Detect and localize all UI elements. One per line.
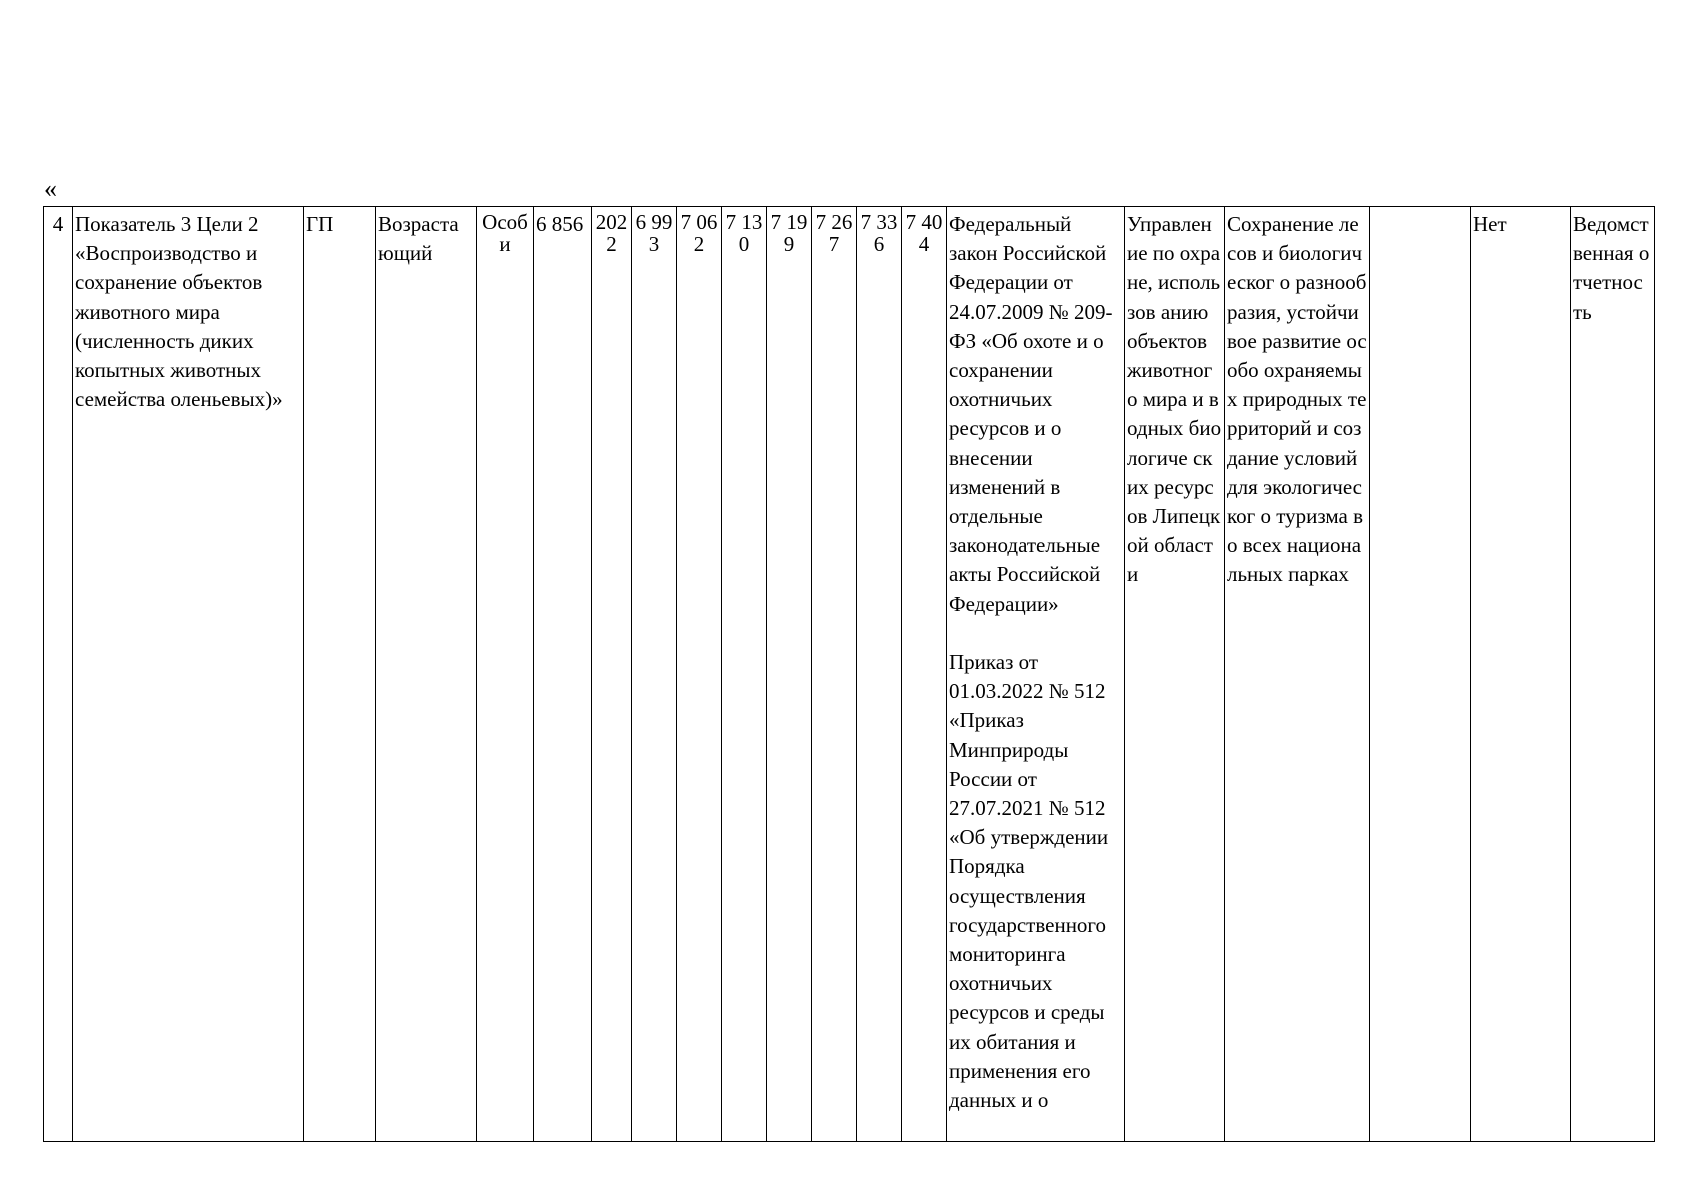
value-cell-7: 7 40 4: [902, 207, 947, 1142]
table-row: [44, 207, 1655, 1142]
indicator-name-cell: Показатель 3 Цели 2 «Воспроизводство и сохранение объектов животного мира (численность диких копытных животных семейства оленьевых)»: [73, 207, 304, 1142]
value-cell-3: 7 13 0: [722, 207, 767, 1142]
value-cell-1: 6 99 3: [632, 207, 677, 1142]
documents-cell: Федеральный закон Российской Федерации от 24.07.2009 № 209-ФЗ «Об охоте и о сохранении охотничьих ресурсов и о внесении изменений в отдельные законодательные акты Российской Федерации» Приказ от 01.03.2022 № 512 «Приказ Минприроды России от 27.07.2021 № 512 «Об утверждении Порядка осуществления государственного мониторинга охотничьих ресурсов и среды их обитания и применения его данных и о: [947, 207, 1125, 1142]
unit-cell: Особ и: [477, 207, 534, 1142]
responsible-cell: Управлен ие по охране, использов анию объектов животног о мира и водных биологиче ских ресурсов Липецкой области: [1125, 207, 1225, 1142]
base-year-cell: 202 2: [592, 207, 632, 1142]
empty-cell: [1370, 207, 1471, 1142]
trend-cell: Возраста ющий: [376, 207, 477, 1142]
flag-cell: Нет: [1471, 207, 1571, 1142]
value-cell-2: 7 06 2: [677, 207, 722, 1142]
indicator-table: [43, 206, 1655, 1142]
value-cell-6: 7 33 6: [857, 207, 902, 1142]
row-number-cell: 4: [44, 207, 73, 1142]
value-cell-4: 7 19 9: [767, 207, 812, 1142]
value-cell-5: 7 26 7: [812, 207, 857, 1142]
leading-quote-mark: «: [44, 174, 57, 203]
info-system-cell: Ведомст венная отчетнос ть: [1571, 207, 1655, 1142]
national-goal-cell: Сохранение лесов и биологическог о разнообразия, устойчивое развитие особо охраняемых природных территорий и создание условий для экологическог о туризма во всех национальных парках: [1225, 207, 1370, 1142]
level-cell: ГП: [304, 207, 376, 1142]
base-value-cell: 6 856: [534, 207, 592, 1142]
